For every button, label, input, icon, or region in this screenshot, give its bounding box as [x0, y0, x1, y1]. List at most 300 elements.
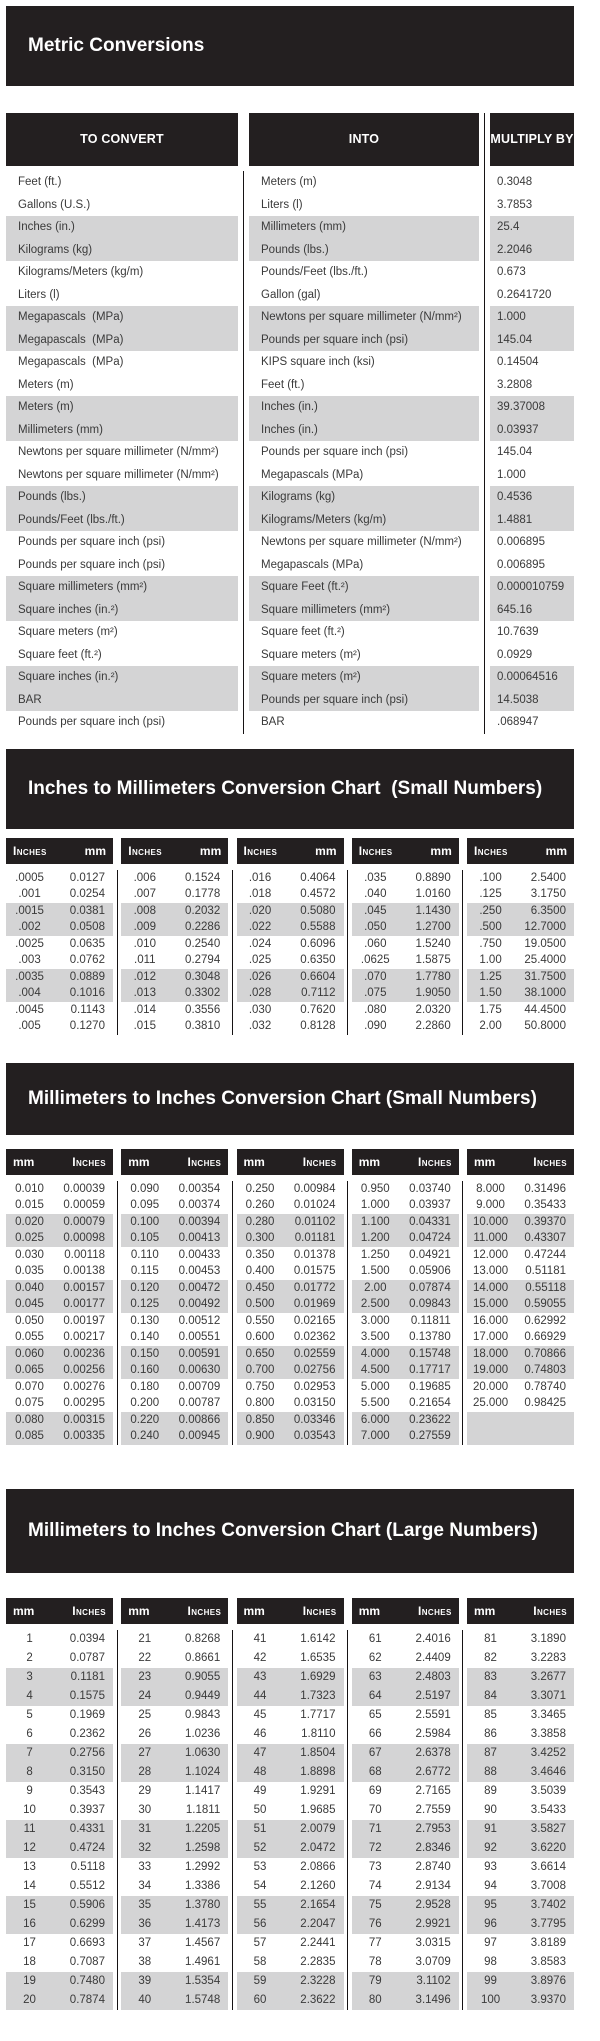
table-row [352, 1801, 459, 1820]
value-cell: 0.2794 [185, 954, 221, 966]
column-header-label: mm [315, 843, 337, 858]
value-cell: 1.2598 [185, 1841, 221, 1854]
value-cell: 0.020 [15, 1215, 44, 1228]
value-cell: 3 [26, 1670, 33, 1683]
value-cell: 0.085 [15, 1430, 44, 1442]
table-row [352, 1263, 459, 1280]
column-divider [459, 838, 467, 1035]
value-cell: .090 [364, 1020, 387, 1032]
value-cell: 91 [484, 1822, 497, 1835]
table-row [352, 1197, 459, 1214]
value-cell: 0.3150 [69, 1765, 105, 1778]
to-convert-cell: Inches (in.) [6, 216, 238, 239]
value-cell: 0.3937 [69, 1803, 105, 1816]
value-cell: 43 [253, 1670, 267, 1683]
divider-line [462, 870, 463, 1035]
table-row [352, 1395, 459, 1412]
table-row [237, 1820, 344, 1839]
table-row [6, 689, 574, 712]
table-row [121, 1379, 228, 1396]
table-row [467, 1263, 574, 1280]
value-cell: 1.1417 [185, 1784, 221, 1797]
value-cell: 0.03543 [293, 1430, 336, 1442]
value-cell: 7 [26, 1746, 33, 1759]
multiply-by-cell: 10.7639 [497, 626, 539, 638]
table-row [467, 1197, 574, 1214]
table-row [121, 1280, 228, 1297]
column-header-label: mm [358, 1154, 381, 1169]
column-group [237, 1598, 344, 2010]
value-cell: 0.00413 [178, 1232, 221, 1244]
value-cell: 1.5240 [415, 937, 451, 950]
value-cell [467, 1428, 514, 1445]
divider-line [232, 870, 233, 1035]
column-header-row [237, 838, 344, 864]
value-cell: 2 [26, 1651, 33, 1664]
value-cell: 0.00787 [178, 1397, 221, 1409]
value-cell: 44 [253, 1689, 267, 1702]
table-row [6, 261, 574, 284]
table-row [237, 1782, 344, 1801]
value-cell: 76 [368, 1917, 382, 1930]
table-row [352, 1915, 459, 1934]
value-cell: 0.02165 [293, 1314, 336, 1327]
table-row [352, 1896, 459, 1915]
value-cell: 1.1811 [185, 1803, 221, 1816]
value-cell: 0.055 [15, 1331, 44, 1343]
column-header-label: mm [474, 1603, 496, 1618]
value-cell: 0.750 [245, 1380, 275, 1393]
table-row [6, 711, 574, 734]
table-row [6, 486, 574, 509]
value-cell: 16.000 [472, 1314, 509, 1327]
into-cell: Square Feet (ft.²) [249, 576, 479, 599]
value-cell: 0.00354 [178, 1182, 221, 1195]
table-row [237, 1630, 344, 1649]
table-row [467, 1820, 574, 1839]
table-row [352, 1412, 459, 1429]
multiply-by-cell: 145.04 [490, 329, 574, 352]
value-cell: 0.4572 [300, 888, 336, 900]
value-cell: 0.2540 [185, 937, 221, 950]
value-cell: 0.140 [130, 1331, 160, 1343]
value-cell: 3.500 [360, 1331, 390, 1343]
value-cell: 0.8268 [185, 1632, 221, 1645]
multiply-by-cell: .068947 [497, 716, 539, 728]
value-cell: 0.2362 [69, 1727, 105, 1740]
column-body [237, 1181, 344, 1445]
value-cell: 3.5039 [530, 1784, 566, 1797]
table-row [6, 1972, 113, 1991]
value-cell: 0.180 [130, 1380, 160, 1393]
value-cell: 2.7559 [415, 1803, 451, 1816]
value-cell: 0.04921 [409, 1248, 451, 1261]
value-cell: 0.00591 [178, 1347, 221, 1360]
value-cell: 0.090 [130, 1182, 160, 1195]
value-cell: 0.250 [245, 1182, 275, 1195]
into-cell: Pounds per square inch (psi) [249, 329, 479, 352]
value-cell: 31.7500 [524, 970, 566, 983]
table-row [121, 1362, 228, 1379]
value-cell: 2.8740 [415, 1860, 451, 1873]
into-cell: Square meters (m²) [261, 648, 361, 661]
table-row [352, 1018, 459, 1035]
value-cell: .008 [133, 904, 156, 917]
value-cell: 0.095 [130, 1199, 160, 1211]
value-cell: .018 [248, 888, 272, 900]
divider-line [484, 113, 485, 734]
value-cell: 51 [253, 1822, 267, 1835]
column-body [6, 1630, 113, 2010]
value-cell: 0.010 [15, 1182, 44, 1195]
value-cell: 73 [368, 1860, 382, 1873]
section-title-metric-conversions: Metric Conversions [6, 6, 574, 86]
value-cell: 0.280 [245, 1215, 275, 1228]
value-cell: 2.0866 [300, 1860, 336, 1873]
value-cell: 48 [253, 1765, 267, 1778]
value-cell: 0.6604 [300, 970, 336, 983]
value-cell: 80 [368, 1993, 382, 2006]
table-row [352, 1379, 459, 1396]
table-row [121, 1313, 228, 1330]
value-cell: 24 [138, 1689, 152, 1702]
table-row [121, 1247, 228, 1264]
table-row [467, 1972, 574, 1991]
value-cell: 1.2700 [415, 921, 451, 933]
table-row [352, 1002, 459, 1019]
table-row [121, 1896, 228, 1915]
value-cell: 58 [253, 1955, 267, 1968]
value-cell: 3.000 [360, 1314, 390, 1327]
column-body [237, 870, 344, 1035]
value-cell: 6.000 [360, 1413, 390, 1426]
table-row [6, 1296, 113, 1313]
multiply-by-cell: 0.006895 [497, 536, 545, 548]
value-cell: 21 [138, 1632, 152, 1645]
table-row [352, 1280, 459, 1297]
multiply-by-cell: 1.000 [497, 468, 526, 481]
value-cell: 67 [368, 1746, 382, 1759]
table-row [467, 1706, 574, 1725]
table-row [467, 1379, 574, 1396]
value-cell: 0.7480 [69, 1974, 105, 1987]
value-cell: 0.650 [245, 1347, 275, 1360]
table-row [6, 621, 574, 644]
multiply-by-cell: 25.4 [490, 216, 574, 239]
table-row [237, 1649, 344, 1668]
value-cell: 0.00315 [63, 1413, 105, 1426]
table-row [6, 1706, 113, 1725]
value-cell: 0.74803 [524, 1364, 566, 1376]
to-convert-cell: Square millimeters (mm²) [6, 576, 238, 599]
value-cell: 55 [253, 1898, 267, 1911]
value-cell: 71 [368, 1822, 382, 1835]
value-cell: 0.0787 [69, 1651, 105, 1664]
table-row [352, 1706, 459, 1725]
table-row [237, 1763, 344, 1782]
value-cell: 0.1575 [69, 1689, 105, 1702]
table-row [467, 1953, 574, 1972]
value-cell: 0.080 [15, 1413, 44, 1426]
inches-to-mm-table [6, 838, 574, 1035]
column-header-label: Inches [72, 1603, 106, 1618]
table-row [6, 1395, 113, 1412]
column-header-row [6, 838, 113, 864]
table-row [6, 1280, 113, 1297]
value-cell: 82 [484, 1651, 497, 1664]
table-row [6, 374, 574, 397]
column-header-label: Inches [128, 843, 162, 858]
into-cell: Newtons per square millimeter (N/mm²) [249, 306, 479, 329]
value-cell: 94 [484, 1879, 497, 1892]
value-cell: 59 [253, 1974, 267, 1987]
table-row [467, 1313, 574, 1330]
divider-line [232, 1181, 233, 1445]
value-cell: 0.2032 [185, 904, 221, 917]
table-row [237, 1018, 344, 1035]
table-row [121, 1725, 228, 1744]
table-row [467, 1801, 574, 1820]
column-header-row [352, 838, 459, 864]
value-cell: 22 [138, 1651, 152, 1664]
value-cell: 0.0394 [69, 1632, 105, 1645]
value-cell: 0.1778 [185, 888, 221, 900]
section-title-mm-to-inches-large: Millimeters to Inches Conversion Chart (Large Numbers) [6, 1489, 574, 1573]
value-cell: 46 [253, 1727, 267, 1740]
mm-to-inches-large-table [6, 1598, 574, 2010]
table-row [237, 1744, 344, 1763]
value-cell: 1.9291 [300, 1784, 336, 1797]
value-cell: 52 [253, 1841, 267, 1854]
table-row [6, 1953, 113, 1972]
table-row [6, 1181, 113, 1198]
value-cell: .100 [479, 871, 502, 884]
table-row [121, 1002, 228, 1019]
table-row [237, 1214, 344, 1231]
value-cell: 0.3810 [185, 1020, 221, 1032]
multiply-by-cell: 39.37008 [490, 396, 574, 419]
value-cell: 0.450 [245, 1281, 275, 1294]
table-body [6, 171, 574, 734]
value-cell: 0.23622 [409, 1413, 451, 1426]
table-row [6, 1263, 113, 1280]
value-cell: 0.00453 [178, 1265, 221, 1277]
value-cell: 3.7402 [530, 1898, 566, 1911]
value-cell: .012 [133, 970, 156, 983]
value-cell: 0.00276 [63, 1380, 105, 1393]
to-convert-cell: Meters (m) [6, 396, 238, 419]
table-row [121, 1782, 228, 1801]
value-cell: .070 [364, 970, 387, 983]
value-cell: 0.03740 [409, 1182, 451, 1195]
into-cell: Liters (l) [261, 198, 303, 211]
value-cell: 0.220 [130, 1413, 160, 1426]
value-cell: .001 [18, 888, 41, 900]
value-cell: 44.4500 [524, 1003, 566, 1016]
value-cell: 0.0889 [69, 970, 105, 983]
table-row [467, 1725, 574, 1744]
table-row [237, 870, 344, 887]
value-cell: .0625 [360, 954, 390, 966]
value-cell: 0.5906 [69, 1898, 105, 1911]
value-cell: 3.3858 [530, 1727, 566, 1740]
value-cell: .030 [248, 1003, 272, 1016]
value-cell: 3.8583 [530, 1955, 566, 1968]
value-cell: .0005 [15, 871, 44, 884]
table-row [237, 1668, 344, 1687]
value-cell: 25.000 [472, 1397, 509, 1409]
value-cell: 0.3048 [185, 970, 221, 983]
column-header-label: Inches [533, 1603, 567, 1618]
table-row [6, 1744, 113, 1763]
value-cell: 0.00551 [178, 1331, 221, 1343]
value-cell: .013 [133, 987, 156, 999]
value-cell: .010 [133, 937, 156, 950]
table-row [467, 870, 574, 887]
value-cell: 2.3622 [300, 1993, 336, 2006]
to-convert-cell: Pounds per square inch (psi) [18, 558, 166, 571]
column-divider [459, 1149, 467, 1445]
multiply-by-cell: 0.3048 [497, 176, 533, 188]
value-cell: 0.110 [130, 1248, 159, 1261]
table-row [121, 1428, 228, 1445]
column-group [352, 838, 459, 1035]
value-cell: 0.6693 [69, 1936, 105, 1949]
value-cell: 50 [253, 1803, 267, 1816]
table-row [6, 194, 574, 217]
value-cell: .007 [133, 888, 156, 900]
value-cell: 0.3543 [69, 1784, 105, 1797]
value-cell: 64 [368, 1689, 382, 1702]
value-cell: 3.7795 [530, 1917, 566, 1930]
value-cell: 3.6220 [530, 1841, 566, 1854]
value-cell: 31 [138, 1822, 152, 1835]
value-cell: 8.000 [476, 1182, 505, 1195]
table-row [121, 969, 228, 986]
value-cell: .016 [248, 871, 272, 884]
value-cell: 89 [484, 1784, 497, 1797]
table-row [237, 1801, 344, 1820]
table-row [6, 1858, 113, 1877]
column-header-row [352, 1149, 459, 1175]
value-cell: 1.1024 [185, 1765, 221, 1778]
table-row [6, 441, 574, 464]
column-group [352, 1149, 459, 1445]
value-cell: .075 [364, 987, 387, 999]
multiply-by-cell: 0.006895 [497, 558, 545, 571]
value-cell: 18 [23, 1955, 36, 1968]
to-convert-cell: Feet (ft.) [18, 176, 62, 188]
value-cell: 0.125 [130, 1298, 160, 1310]
column-body [467, 870, 574, 1035]
value-cell: 36 [138, 1917, 152, 1930]
value-cell: 77 [368, 1936, 382, 1949]
table-row [237, 936, 344, 953]
multiply-by-cell: 645.16 [490, 599, 574, 622]
table-row [237, 886, 344, 903]
value-cell: .022 [248, 921, 272, 933]
value-cell: 88 [484, 1765, 497, 1778]
value-cell: 95 [484, 1898, 497, 1911]
value-cell: 66 [368, 1727, 382, 1740]
into-cell: BAR [261, 716, 285, 728]
value-cell: 0.07874 [409, 1281, 451, 1294]
value-cell: 0.51181 [525, 1265, 566, 1277]
value-cell: 0.00256 [63, 1364, 105, 1376]
table-row [121, 870, 228, 887]
value-cell: 14.000 [472, 1281, 509, 1294]
column-header-label: mm [199, 843, 222, 858]
value-cell: 9.000 [476, 1199, 505, 1211]
table-row [237, 1395, 344, 1412]
table-row [6, 171, 574, 194]
to-convert-cell: Gallons (U.S.) [18, 198, 91, 211]
value-cell: .0035 [15, 970, 44, 983]
column-header-row [121, 838, 228, 864]
table-row [6, 1725, 113, 1744]
table-row [6, 1362, 113, 1379]
value-cell: 2.5984 [415, 1727, 451, 1740]
column-gap [238, 113, 249, 166]
column-body [352, 1630, 459, 2010]
value-cell: 1.2205 [185, 1822, 221, 1835]
table-row [352, 1934, 459, 1953]
into-cell: Megapascals (MPa) [261, 558, 364, 571]
table-row [6, 870, 113, 887]
table-row [121, 1412, 228, 1429]
table-row [352, 1839, 459, 1858]
value-cell: 0.35433 [524, 1199, 566, 1211]
table-row [6, 1247, 113, 1264]
table-row [121, 1706, 228, 1725]
value-cell: 16 [23, 1917, 36, 1930]
table-row [6, 216, 574, 239]
value-cell: 3.5433 [530, 1803, 566, 1816]
into-cell: Meters (m) [261, 176, 317, 188]
table-row [237, 903, 344, 920]
value-cell: 1.4567 [185, 1936, 221, 1949]
value-cell: 2.4016 [415, 1632, 451, 1645]
table-row [6, 1649, 113, 1668]
value-cell: 0.01772 [293, 1281, 336, 1294]
table-row [121, 1991, 228, 2010]
value-cell: 0.550 [245, 1314, 275, 1327]
column-divider [113, 838, 121, 1035]
table-row [6, 1934, 113, 1953]
value-cell: .028 [248, 987, 272, 999]
table-row [467, 1428, 574, 1445]
value-cell: 26 [138, 1727, 152, 1740]
multiply-by-cell: 145.04 [497, 446, 533, 458]
table-row [467, 1991, 574, 2010]
table-row [467, 1002, 574, 1019]
column-header-row [121, 1598, 228, 1624]
into-cell: Kilograms/Meters (kg/m) [249, 509, 479, 532]
column-divider [228, 1149, 236, 1445]
table-row [467, 919, 574, 936]
value-cell: 0.4724 [69, 1841, 105, 1854]
to-convert-cell: Pounds/Feet (lbs./ft.) [6, 509, 238, 532]
value-cell: 0.00079 [63, 1215, 105, 1228]
value-cell: 1.8898 [300, 1765, 336, 1778]
value-cell: 1.0160 [415, 888, 451, 900]
column-header-label: mm [430, 843, 452, 858]
column-body [352, 870, 459, 1035]
value-cell: 0.05906 [409, 1265, 451, 1277]
table-row [352, 886, 459, 903]
table-row [467, 1668, 574, 1687]
table-row [352, 903, 459, 920]
